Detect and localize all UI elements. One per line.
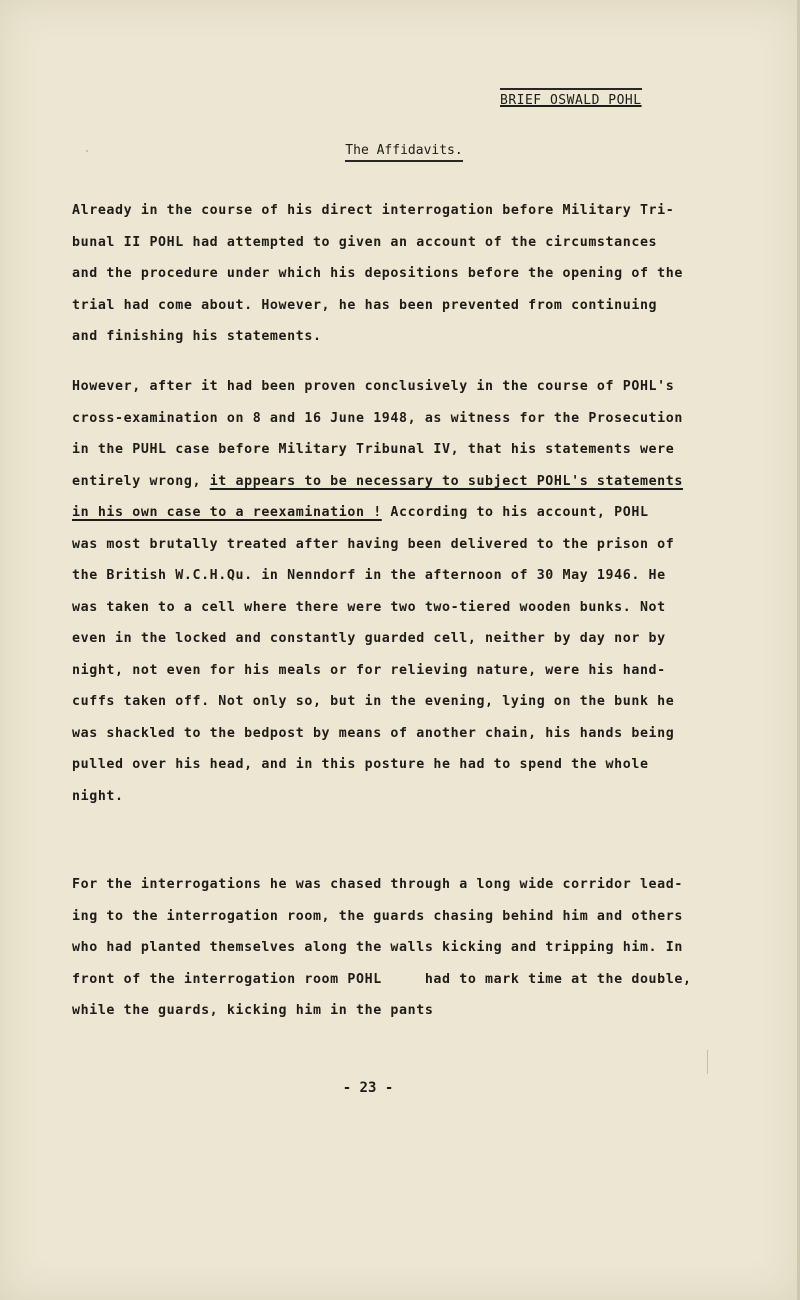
text-line: night, not even for his meals or for relieving nature, were his hand- xyxy=(72,662,666,678)
text-line: ing to the interrogation room, the guards chasing behind him and others xyxy=(72,908,683,924)
text-line: pulled over his head, and in this posture he had to spend the whole xyxy=(72,757,649,772)
section-title xyxy=(0,143,800,158)
text-line: For the interrogations he was chased through a long wide corridor lead- xyxy=(72,877,683,892)
paper-speck xyxy=(86,150,88,152)
text-line: who had planted themselves along the walls kicking and tripping him. In xyxy=(72,940,683,955)
text-line xyxy=(72,466,682,498)
text-line: was most brutally treated after having been delivered to the prison of xyxy=(72,536,675,552)
text-line: trial had come about. However, he has been prevented from continuing xyxy=(72,297,658,313)
paper-mark xyxy=(707,1050,708,1074)
section-title-text: The Affidavits. xyxy=(345,143,462,162)
paragraph-2 xyxy=(72,371,682,812)
underlined-text: in his own case to a reexamination ! xyxy=(72,505,382,520)
text-line: in the PUHL case before Military Tribunal IV, that his statements were xyxy=(72,442,675,457)
underlined-text: it appears to be necessary to subject POHL's statements xyxy=(209,473,683,489)
text-run: entirely wrong, xyxy=(72,473,210,489)
text-line xyxy=(72,497,682,529)
text-line: and finishing his statements. xyxy=(72,329,322,344)
text-line: was shackled to the bedpost by means of another chain, his hands being xyxy=(72,725,675,741)
text-line: bunal II POHL had attempted to given an account of the circumstances xyxy=(72,234,658,250)
text-line: even in the locked and constantly guarded cell, neither by day nor by xyxy=(72,631,666,646)
text-line: cuffs taken off. Not only so, but in the evening, lying on the bunk he xyxy=(72,694,675,709)
paragraph-3 xyxy=(72,869,692,1027)
text-line: while the guards, kicking him in the pants xyxy=(72,1003,434,1018)
text-line: the British W.C.H.Qu. in Nenndorf in the afternoon of 30 May 1946. He xyxy=(72,568,666,583)
text-line: was taken to a cell where there were two two-tiered wooden bunks. Not xyxy=(72,599,666,615)
text-line: However, after it had been proven conclusively in the course of POHL's xyxy=(72,379,675,394)
page-number: - 23 - xyxy=(342,1080,394,1096)
text-line: Already in the course of his direct interrogation before Military Tri- xyxy=(72,203,675,218)
text-line: and the procedure under which his depositions before the opening of the xyxy=(72,266,683,281)
text-line: night. xyxy=(72,788,124,804)
text-line: cross-examination on 8 and 16 June 1948, as witness for the Prosecution xyxy=(72,410,683,426)
text-line: front of the interrogation room POHL had to mark time at the double, xyxy=(72,971,692,987)
text-run: According to his account, POHL xyxy=(381,505,649,520)
header-title: BRIEF OSWALD POHL xyxy=(500,88,642,108)
paragraph-1 xyxy=(72,195,682,353)
